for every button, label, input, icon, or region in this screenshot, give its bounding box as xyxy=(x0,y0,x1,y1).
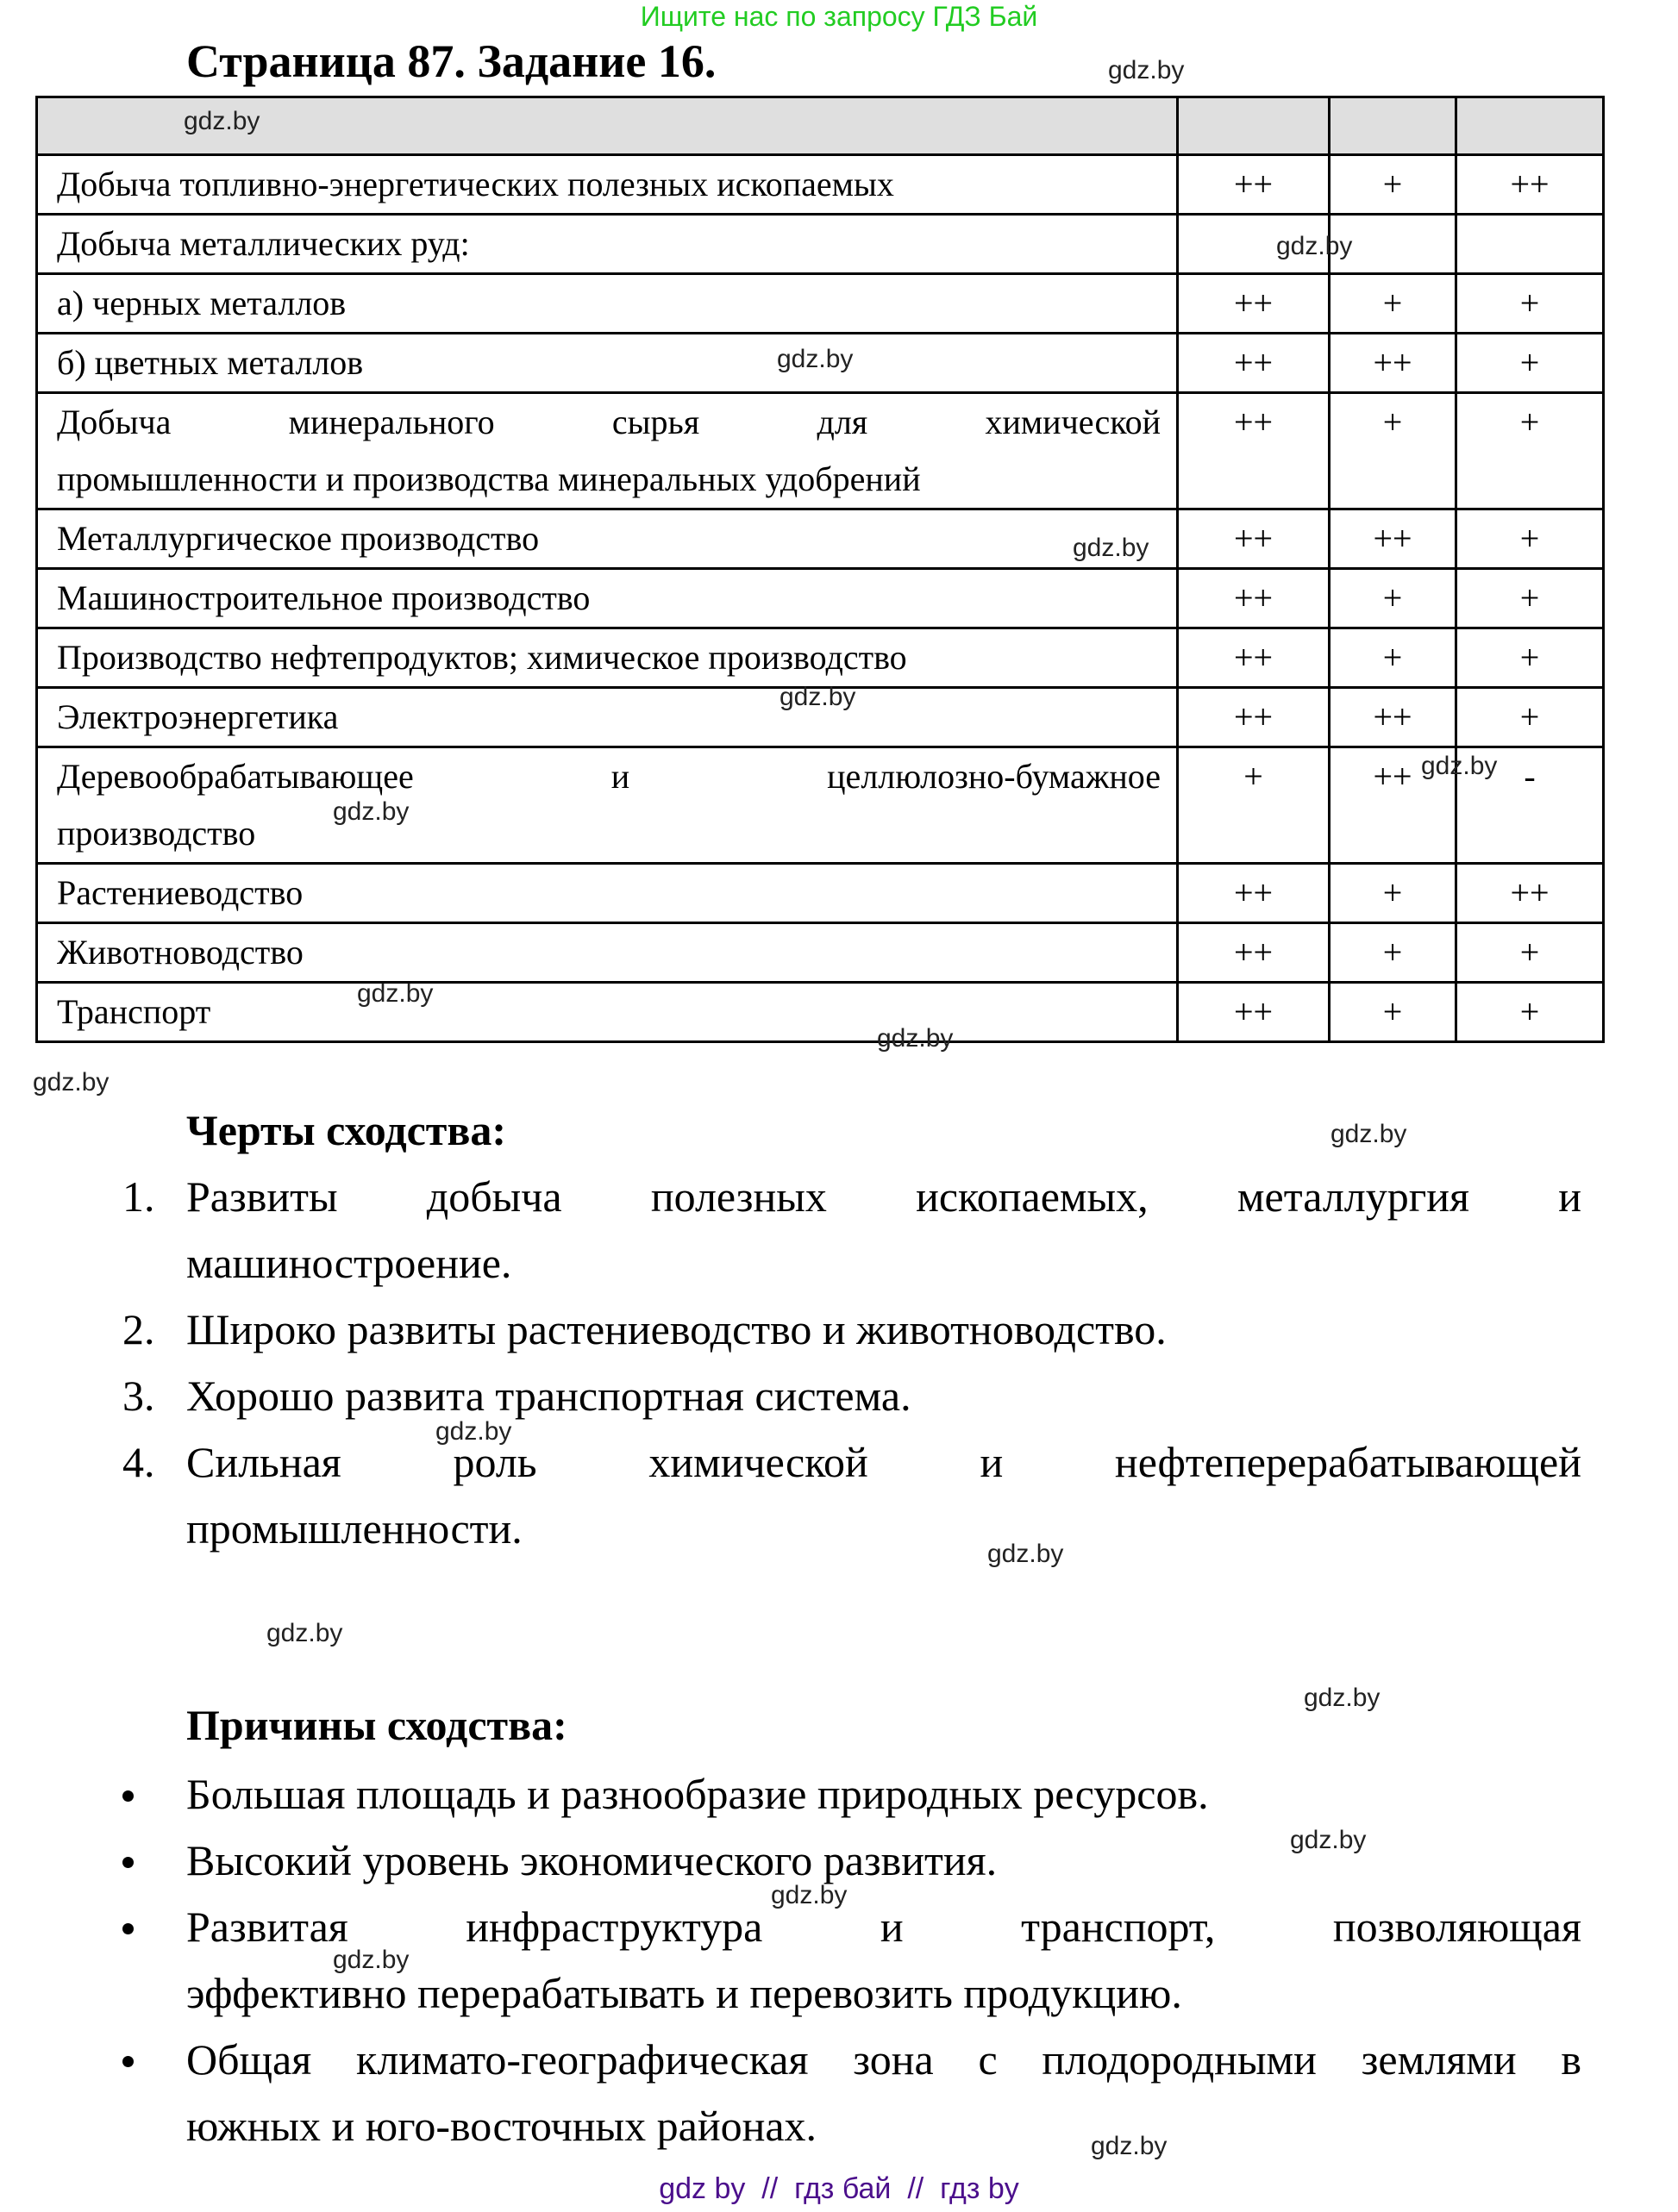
watermark: gdz.by xyxy=(771,1881,848,1909)
bullet-icon xyxy=(122,2056,134,2067)
item-text xyxy=(186,1164,1581,1297)
row-value: + xyxy=(1178,747,1330,864)
row-label-text: Электроэнергетика xyxy=(57,697,339,736)
similarity-item-4 xyxy=(122,1429,1581,1562)
similarity-item-3 xyxy=(122,1363,1581,1429)
watermark: gdz.by xyxy=(184,107,260,135)
table-row xyxy=(37,864,1604,923)
row-label-text: промышленности и производства минеральных удобрений xyxy=(57,459,921,498)
watermark: gdz.by xyxy=(1276,232,1353,260)
bullet-icon xyxy=(122,1857,134,1868)
row-value: + xyxy=(1456,274,1604,334)
table-row xyxy=(37,628,1604,688)
row-value: + xyxy=(1456,983,1604,1042)
row-label-text: Транспорт xyxy=(57,992,211,1031)
row-label-text: Металлургическое производство xyxy=(57,519,540,558)
row-value xyxy=(1456,215,1604,274)
promo-banner: Ищите нас по запросу ГДЗ Бай xyxy=(640,1,1038,32)
row-value: + xyxy=(1330,569,1456,628)
bullet-icon xyxy=(122,1790,134,1802)
item-line: Хорошо развита транспортная система. xyxy=(186,1372,911,1420)
item-line: Развитая инфраструктура и транспорт, позволяющая xyxy=(186,1903,1581,1951)
row-label xyxy=(37,509,1178,569)
watermark: gdz.by xyxy=(333,797,410,826)
row-label-text: Животноводство xyxy=(57,933,304,972)
row-label-text: производство xyxy=(57,814,256,853)
item-number: 4. xyxy=(122,1438,155,1486)
watermark: gdz.by xyxy=(1073,534,1149,562)
row-label xyxy=(37,864,1178,923)
item-number: 2. xyxy=(122,1305,155,1353)
row-value: ++ xyxy=(1330,747,1456,864)
row-label xyxy=(37,983,1178,1042)
watermark: gdz.by xyxy=(266,1619,343,1647)
watermark: gdz.by xyxy=(1091,2132,1168,2160)
row-label-text: б) цветных металлов xyxy=(57,343,364,382)
row-value: + xyxy=(1330,393,1456,509)
row-value: ++ xyxy=(1178,864,1330,923)
item-text xyxy=(186,1297,1581,1363)
row-value: ++ xyxy=(1178,509,1330,569)
row-value: + xyxy=(1456,688,1604,747)
table-row xyxy=(37,274,1604,334)
item-line: Высокий уровень экономического развития. xyxy=(186,1836,998,1884)
item-line: Общая климато-географическая зона с плодородными землями в xyxy=(186,2035,1581,2084)
table-row xyxy=(37,983,1604,1042)
watermark: gdz.by xyxy=(987,1540,1064,1568)
item-number: 1. xyxy=(122,1172,155,1221)
row-value: + xyxy=(1456,569,1604,628)
row-value: + xyxy=(1456,393,1604,509)
row-label xyxy=(37,334,1178,393)
item-text xyxy=(186,2027,1581,2159)
row-label-text: Добыча топливно-энергетических полезных ископаемых xyxy=(57,165,894,203)
row-label-text: Машиностроительное производство xyxy=(57,578,591,617)
row-label-text: Производство нефтепродуктов; химическое производство xyxy=(57,638,907,677)
watermark: gdz.by xyxy=(780,683,856,711)
item-text xyxy=(186,1828,1581,1894)
row-value: + xyxy=(1456,509,1604,569)
header-cell-country-1 xyxy=(1178,97,1330,155)
row-value: ++ xyxy=(1456,155,1604,215)
table-row xyxy=(37,155,1604,215)
item-text xyxy=(186,1363,1581,1429)
row-value: ++ xyxy=(1330,334,1456,393)
watermark: gdz.by xyxy=(877,1024,954,1053)
item-line: Большая площадь и разнообразие природных ресурсов. xyxy=(186,1770,1209,1818)
watermark: gdz.by xyxy=(1108,56,1185,84)
table-row xyxy=(37,569,1604,628)
row-label xyxy=(37,628,1178,688)
table-row xyxy=(37,393,1604,509)
row-label xyxy=(37,747,1178,864)
comparison-table xyxy=(35,96,1605,1043)
row-value: + xyxy=(1330,274,1456,334)
row-value: + xyxy=(1330,155,1456,215)
row-value: ++ xyxy=(1178,983,1330,1042)
row-value: ++ xyxy=(1330,509,1456,569)
reason-item-4 xyxy=(122,2027,1581,2159)
table-header-row xyxy=(37,97,1604,155)
header-cell-country-3 xyxy=(1456,97,1604,155)
table-row xyxy=(37,215,1604,274)
row-label-text: Растениеводство xyxy=(57,873,304,912)
reason-item-1 xyxy=(122,1761,1581,1828)
row-value: ++ xyxy=(1178,334,1330,393)
row-value: + xyxy=(1456,334,1604,393)
row-value: ++ xyxy=(1178,628,1330,688)
row-value: + xyxy=(1330,628,1456,688)
row-value: ++ xyxy=(1178,923,1330,983)
row-label xyxy=(37,274,1178,334)
footer-links: gdz by // гдз бай // гдз by xyxy=(659,2172,1019,2205)
similarity-item-1 xyxy=(122,1164,1581,1297)
row-label xyxy=(37,569,1178,628)
row-label xyxy=(37,393,1178,509)
item-line: эффективно перерабатывать и перевозить продукцию. xyxy=(186,1969,1182,2017)
table-row xyxy=(37,747,1604,864)
watermark: gdz.by xyxy=(1421,752,1498,780)
item-text xyxy=(186,1761,1581,1828)
item-line: Сильная роль химической и нефтеперерабатывающей xyxy=(186,1438,1581,1486)
row-label-text: Добыча металлических руд: xyxy=(57,224,470,263)
row-value: - xyxy=(1456,747,1604,864)
watermark: gdz.by xyxy=(33,1068,110,1097)
watermark: gdz.by xyxy=(357,979,434,1008)
table-row xyxy=(37,509,1604,569)
row-label xyxy=(37,215,1178,274)
watermark: gdz.by xyxy=(333,1946,410,1974)
row-label xyxy=(37,688,1178,747)
table-row xyxy=(37,923,1604,983)
watermark: gdz.by xyxy=(435,1417,512,1446)
watermark: gdz.by xyxy=(1290,1826,1367,1854)
bullet-icon xyxy=(122,1923,134,1934)
row-value: + xyxy=(1456,628,1604,688)
page-title: Страница 87. Задание 16. xyxy=(186,35,717,87)
item-line: южных и юго-восточных районах. xyxy=(186,2102,817,2150)
item-text xyxy=(186,1429,1581,1562)
row-value: + xyxy=(1330,864,1456,923)
row-value: ++ xyxy=(1178,688,1330,747)
item-line: Широко развиты растениеводство и животноводство. xyxy=(186,1305,1167,1353)
watermark: gdz.by xyxy=(1331,1120,1407,1148)
row-value: + xyxy=(1330,923,1456,983)
row-label-text: а) черных металлов xyxy=(57,284,347,322)
row-value: ++ xyxy=(1178,274,1330,334)
row-value: ++ xyxy=(1456,864,1604,923)
row-label-text: Деревообрабатывающее и целлюлозно-бумажное xyxy=(57,757,1161,796)
row-value: ++ xyxy=(1178,155,1330,215)
row-label xyxy=(37,923,1178,983)
row-value: + xyxy=(1330,983,1456,1042)
item-line: промышленности. xyxy=(186,1504,523,1553)
similarity-item-2 xyxy=(122,1297,1581,1363)
header-cell-country-2 xyxy=(1330,97,1456,155)
row-label xyxy=(37,155,1178,215)
row-value: ++ xyxy=(1330,688,1456,747)
watermark: gdz.by xyxy=(1304,1684,1381,1712)
row-value: + xyxy=(1456,923,1604,983)
similarities-heading: Черты сходства: xyxy=(186,1106,507,1154)
item-line: машиностроение. xyxy=(186,1239,512,1287)
item-number: 3. xyxy=(122,1372,155,1420)
reasons-heading: Причины сходства: xyxy=(186,1701,567,1749)
row-label-text: Добыча минерального сырья для химической xyxy=(57,403,1161,441)
item-line: Развиты добыча полезных ископаемых, металлургия и xyxy=(186,1172,1581,1221)
row-value: ++ xyxy=(1178,393,1330,509)
watermark: gdz.by xyxy=(777,345,854,373)
row-value: ++ xyxy=(1178,569,1330,628)
